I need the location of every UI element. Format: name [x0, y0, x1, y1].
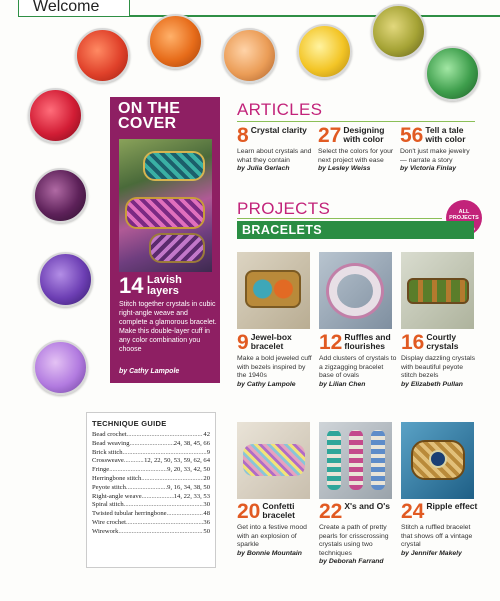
project-title: Ripple effect [426, 501, 478, 511]
crystal-jar-lavender [33, 340, 88, 395]
crystal-jar-green [425, 46, 480, 101]
project-byline: by Bonnie Mountain [237, 549, 302, 557]
technique-guide-entry[interactable] [92, 519, 210, 528]
projects-rule [237, 218, 442, 219]
technique-pages: 42 [203, 431, 210, 438]
technique-name: Wire crochet [92, 518, 126, 526]
technique-guide-box [86, 412, 216, 568]
cover-bracelet-photo [119, 139, 212, 272]
leader-dots [141, 475, 203, 484]
technique-name: Wirework [92, 527, 119, 535]
crystal-jar-yellow [297, 24, 352, 79]
article-item[interactable] [237, 126, 315, 172]
article-title: Designing with color [343, 125, 385, 144]
project-page-number: 24 [401, 500, 425, 523]
project-page-number: 16 [401, 331, 425, 354]
bracelets-label: BRACELETS [242, 223, 322, 237]
bracelets-banner [237, 221, 474, 239]
technique-pages: 24, 38, 45, 66 [173, 439, 210, 447]
cover-page-number: 14 [119, 273, 144, 298]
technique-guide-title: TECHNIQUE GUIDE [92, 419, 167, 428]
technique-guide-entry[interactable] [92, 457, 210, 466]
leader-dots [127, 431, 204, 440]
technique-name: Crossweave [92, 457, 124, 465]
technique-guide-entry[interactable] [92, 466, 210, 475]
technique-name: Brick stitch [92, 448, 123, 456]
technique-name: Bead weaving [92, 439, 130, 447]
project-page-number: 22 [319, 500, 343, 523]
fully-tested-badge: ALL PROJECTS [446, 200, 482, 236]
article-byline: by Julia Gerlach [237, 165, 290, 172]
leader-dots [118, 528, 203, 537]
project-title: Jewel-box bracelet [250, 332, 292, 351]
technique-guide-entry[interactable] [92, 449, 210, 458]
project-byline: by Jennifer Makely [401, 549, 462, 557]
technique-guide-list [92, 431, 210, 537]
technique-guide-entry[interactable] [92, 431, 210, 440]
project-text: Stitch a ruffled bracelet that shows off a vintage crystal [401, 524, 473, 548]
technique-guide-entry[interactable] [92, 484, 210, 493]
crystal-jar-violet [38, 252, 93, 307]
leader-dots [142, 493, 174, 502]
technique-pages: 36 [203, 518, 210, 526]
cover-byline: by Cathy Lampole [119, 368, 180, 375]
article-text: Learn about crystals and what they contain [237, 148, 312, 164]
project-photo-confetti [237, 422, 310, 499]
crystal-jar-orange [75, 28, 130, 83]
projects-heading: PROJECTS [237, 199, 331, 218]
project-text: Create a path of pretty pearls for crisscrossing crystals using two techniques [319, 524, 389, 557]
project-item[interactable] [319, 502, 397, 565]
project-photo-ruffles [319, 252, 392, 329]
technique-name: Twisted tubular herringbone [92, 510, 167, 518]
technique-guide-entry[interactable] [92, 510, 210, 519]
leader-dots [126, 519, 203, 528]
project-photo-ripple [401, 422, 474, 499]
article-title: Crystal clarity [250, 125, 307, 135]
crystal-jar-amber [148, 14, 203, 69]
article-page-number: 27 [318, 124, 342, 147]
technique-pages: 20 [203, 474, 210, 482]
leader-dots [126, 484, 167, 493]
project-byline: by Deborah Farrand [319, 558, 384, 565]
crystal-jar-olive [371, 4, 426, 59]
article-item[interactable] [318, 126, 396, 172]
project-page-number: 20 [237, 500, 261, 523]
technique-name: Spiral stitch [92, 501, 124, 509]
technique-guide-entry[interactable] [92, 528, 210, 537]
project-page-number: 12 [319, 331, 343, 354]
technique-pages: 14, 22, 33, 53 [173, 492, 210, 500]
technique-guide-entry[interactable] [92, 440, 210, 449]
welcome-tab [18, 0, 130, 17]
project-item[interactable] [237, 502, 315, 557]
technique-pages: 12, 22, 50, 53, 59, 62, 64 [144, 457, 210, 465]
project-text: Make a bold jeweled cuff with bezels inspired by the 1940s [237, 355, 312, 379]
article-page-number: 56 [400, 124, 424, 147]
technique-name: Fringe [92, 466, 110, 474]
welcome-title: Welcome [33, 0, 100, 15]
leader-dots [109, 466, 167, 475]
leader-dots [124, 457, 144, 466]
project-text: Get into a festive mood with an explosion of sparkle [237, 524, 307, 548]
article-title: Tell a tale with color [425, 125, 466, 144]
technique-name: Herringbone stitch [92, 474, 142, 482]
project-byline: by Lilian Chen [319, 380, 366, 388]
project-page-number: 9 [237, 331, 249, 354]
crystal-jar-plum [33, 168, 88, 223]
article-page-number: 8 [237, 124, 249, 147]
project-item[interactable] [401, 502, 479, 557]
leader-dots [130, 440, 174, 449]
project-photo-xs-and-os [319, 422, 392, 499]
article-byline: by Lesley Weiss [318, 165, 371, 172]
technique-pages: 30 [203, 501, 210, 509]
articles-heading: ARTICLES [237, 100, 323, 119]
technique-pages: 9, 20, 33, 42, 50 [167, 466, 210, 474]
article-byline: by Victoria Finlay [400, 165, 457, 172]
cover-heading: ON THE COVER [118, 100, 181, 132]
project-item[interactable] [401, 333, 479, 388]
project-byline: by Elizabeth Pullan [401, 380, 463, 388]
technique-pages: 9, 16, 34, 38, 50 [167, 483, 210, 491]
article-text: Don't just make jewelry — narrate a story [400, 148, 470, 164]
project-title: X's and O's [344, 501, 390, 511]
crystal-jar-peach [222, 28, 277, 83]
project-text: Add clusters of crystals to a zigzagging bracelet base of ovals [319, 355, 397, 379]
technique-name: Bead crochet [92, 431, 127, 438]
project-title: Ruffles and flourishes [344, 332, 391, 351]
technique-guide-entry[interactable] [92, 493, 210, 502]
project-photo-courtly [401, 252, 474, 329]
project-text: Display dazzling crystals with beautiful peyote stitch bezels [401, 355, 476, 379]
technique-name: Peyote stitch [92, 483, 126, 491]
article-text: Select the colors for your next project with ease [318, 148, 394, 164]
project-byline: by Cathy Lampole [237, 380, 296, 388]
cover-description: Stitch together crystals in cubic right-angle weave and complete a glamorous bracelet. Make this double-layer cuff in any color combination you choose [119, 301, 217, 353]
leader-dots [123, 449, 207, 458]
leader-dots [167, 510, 204, 519]
project-item[interactable] [319, 333, 397, 388]
project-item[interactable] [237, 333, 315, 388]
project-title: Courtly crystals [426, 332, 459, 351]
technique-guide-entry[interactable] [92, 475, 210, 484]
technique-pages: 9 [206, 448, 210, 456]
technique-guide-entry[interactable] [92, 501, 210, 510]
articles-rule [237, 121, 475, 122]
project-photo-jewel-box [237, 252, 310, 329]
crystal-jar-red [28, 88, 83, 143]
technique-pages: 48 [203, 510, 210, 518]
technique-name: Right-angle weave [92, 492, 142, 500]
cover-article-title: Lavish layers [147, 274, 182, 297]
project-title: Confetti bracelet [262, 501, 295, 520]
on-the-cover-panel [110, 97, 220, 383]
article-item[interactable] [400, 126, 478, 172]
leader-dots [124, 501, 204, 510]
technique-pages: 50 [203, 527, 210, 535]
